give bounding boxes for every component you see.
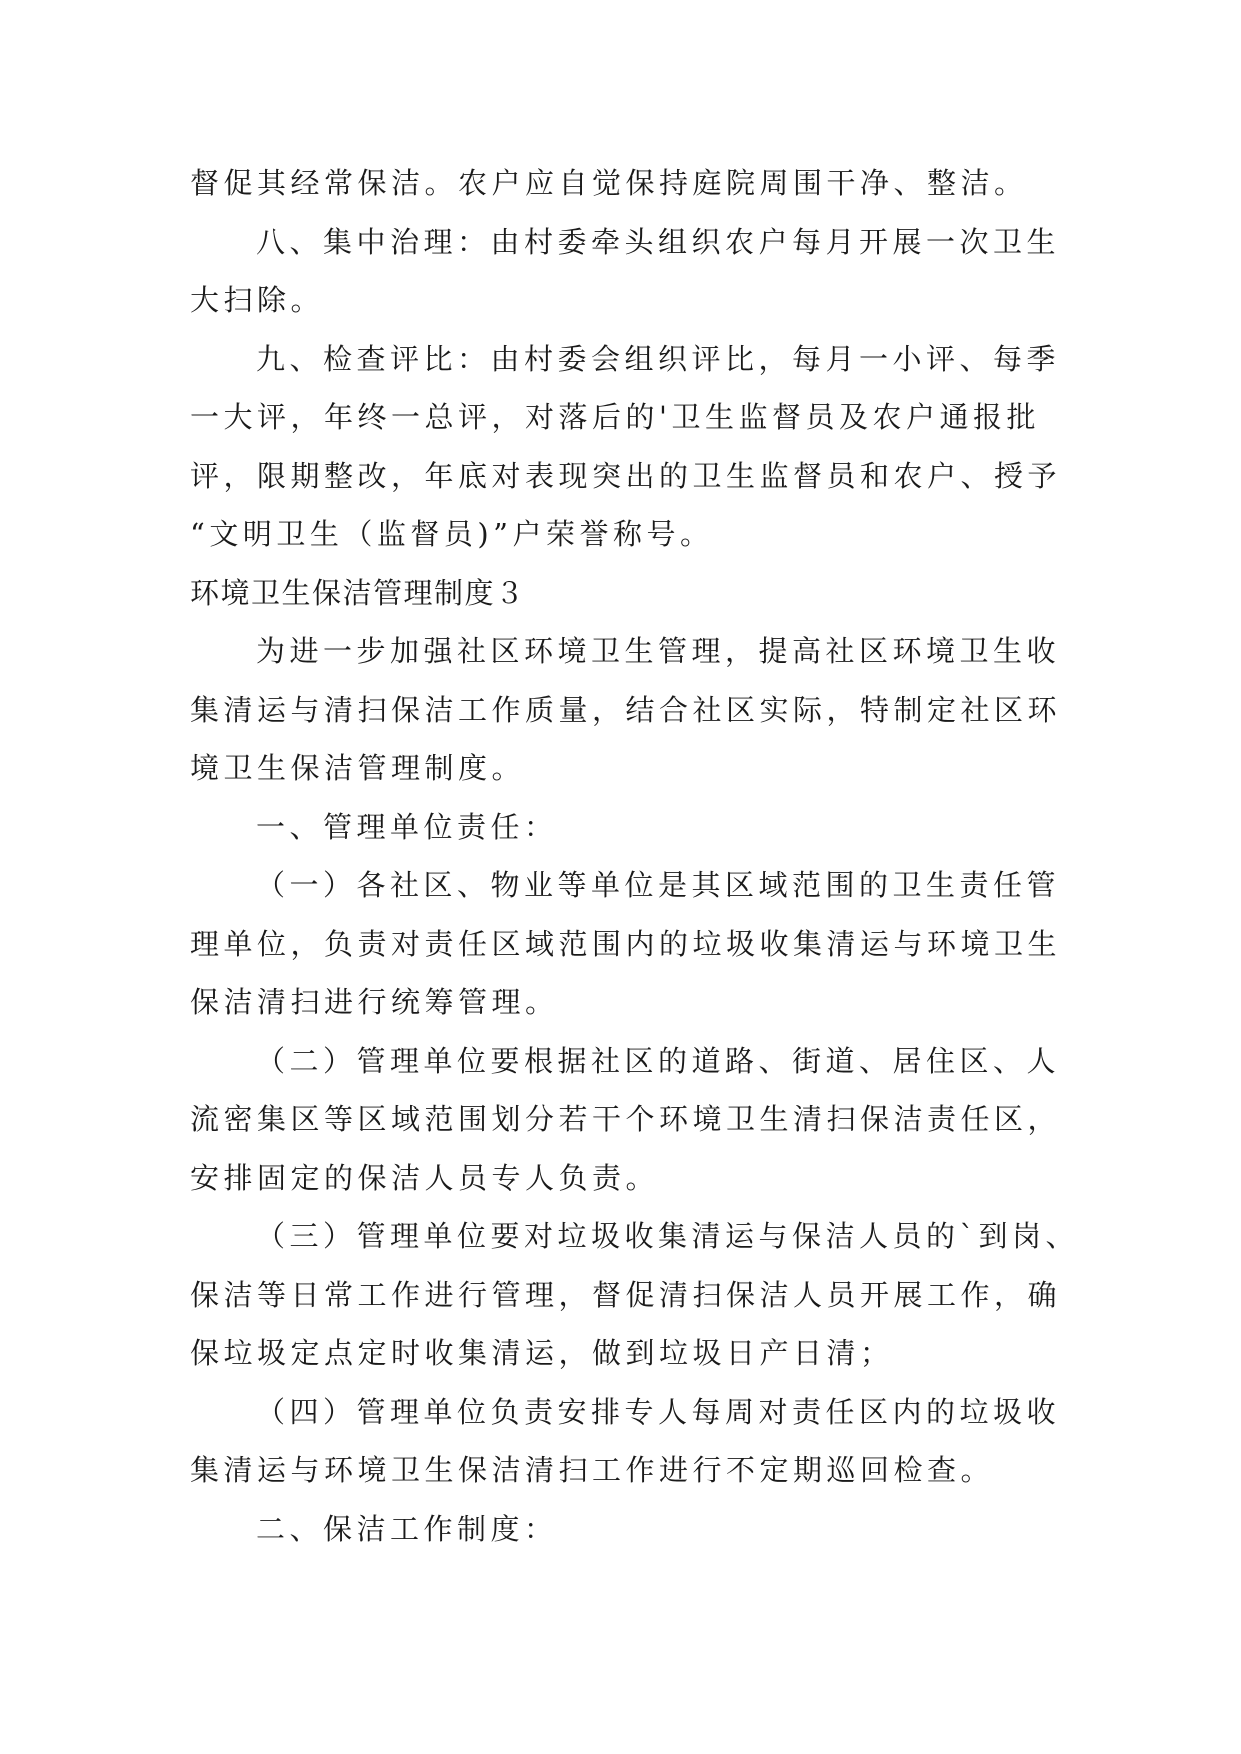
text-line: 安排固定的保洁人员专人负责。 xyxy=(190,1160,660,1195)
text-line: “文明卫生（监督员)”户荣誉称号。 xyxy=(190,517,714,551)
text-line: 九、检查评比：由村委会组织评比，每月一小评、每季 xyxy=(256,341,1061,376)
text-line: （三）管理单位要对垃圾收集清运与保洁人员的`到岗、 xyxy=(256,1219,1080,1253)
text-line: 二、保洁工作制度： xyxy=(256,1511,558,1546)
text-line: 督促其经常保洁。农户应自觉保持庭院周围干净、整洁。 xyxy=(190,166,1028,200)
text-line: （一）各社区、物业等单位是其区域范围的卫生责任管 xyxy=(256,868,1061,902)
text-line: 大扫除。 xyxy=(190,283,325,317)
text-line: 流密集区等区域范围划分若干个环境卫生清扫保洁责任区， xyxy=(190,1102,1062,1136)
text-line: 评，限期整改，年底对表现突出的卫生监督员和农户、授予 xyxy=(190,458,1062,493)
text-line: （二）管理单位要根据社区的道路、街道、居住区、人 xyxy=(256,1043,1061,1078)
text-line: 一、管理单位责任： xyxy=(256,809,558,844)
text-line: 保垃圾定点定时收集清运，做到垃圾日产日清； xyxy=(190,1336,894,1370)
section-heading: 环境卫生保洁管理制度３ xyxy=(190,575,526,610)
text-line: （四）管理单位负责安排专人每周对责任区内的垃圾收 xyxy=(256,1394,1061,1429)
text-line: 保洁清扫进行统筹管理。 xyxy=(190,985,559,1019)
text-line: 为进一步加强社区环境卫生管理，提高社区环境卫生收 xyxy=(256,634,1061,668)
document-body xyxy=(190,154,1080,1558)
text-line: 集清运与清扫保洁工作质量，结合社区实际，特制定社区环 xyxy=(190,692,1062,727)
text-line: 保洁等日常工作进行管理，督促清扫保洁人员开展工作，确 xyxy=(190,1277,1062,1312)
text-line: 一大评，年终一总评，对落后的'卫生监督员及农户通报批 xyxy=(190,400,1040,434)
text-line: 集清运与环境卫生保洁清扫工作进行不定期巡回检查。 xyxy=(190,1453,995,1487)
text-line: 八、集中治理：由村委牵头组织农户每月开展一次卫生 xyxy=(256,224,1061,259)
text-line: 境卫生保洁管理制度。 xyxy=(190,751,526,785)
text-line: 理单位，负责对责任区域范围内的垃圾收集清运与环境卫生 xyxy=(190,926,1062,961)
